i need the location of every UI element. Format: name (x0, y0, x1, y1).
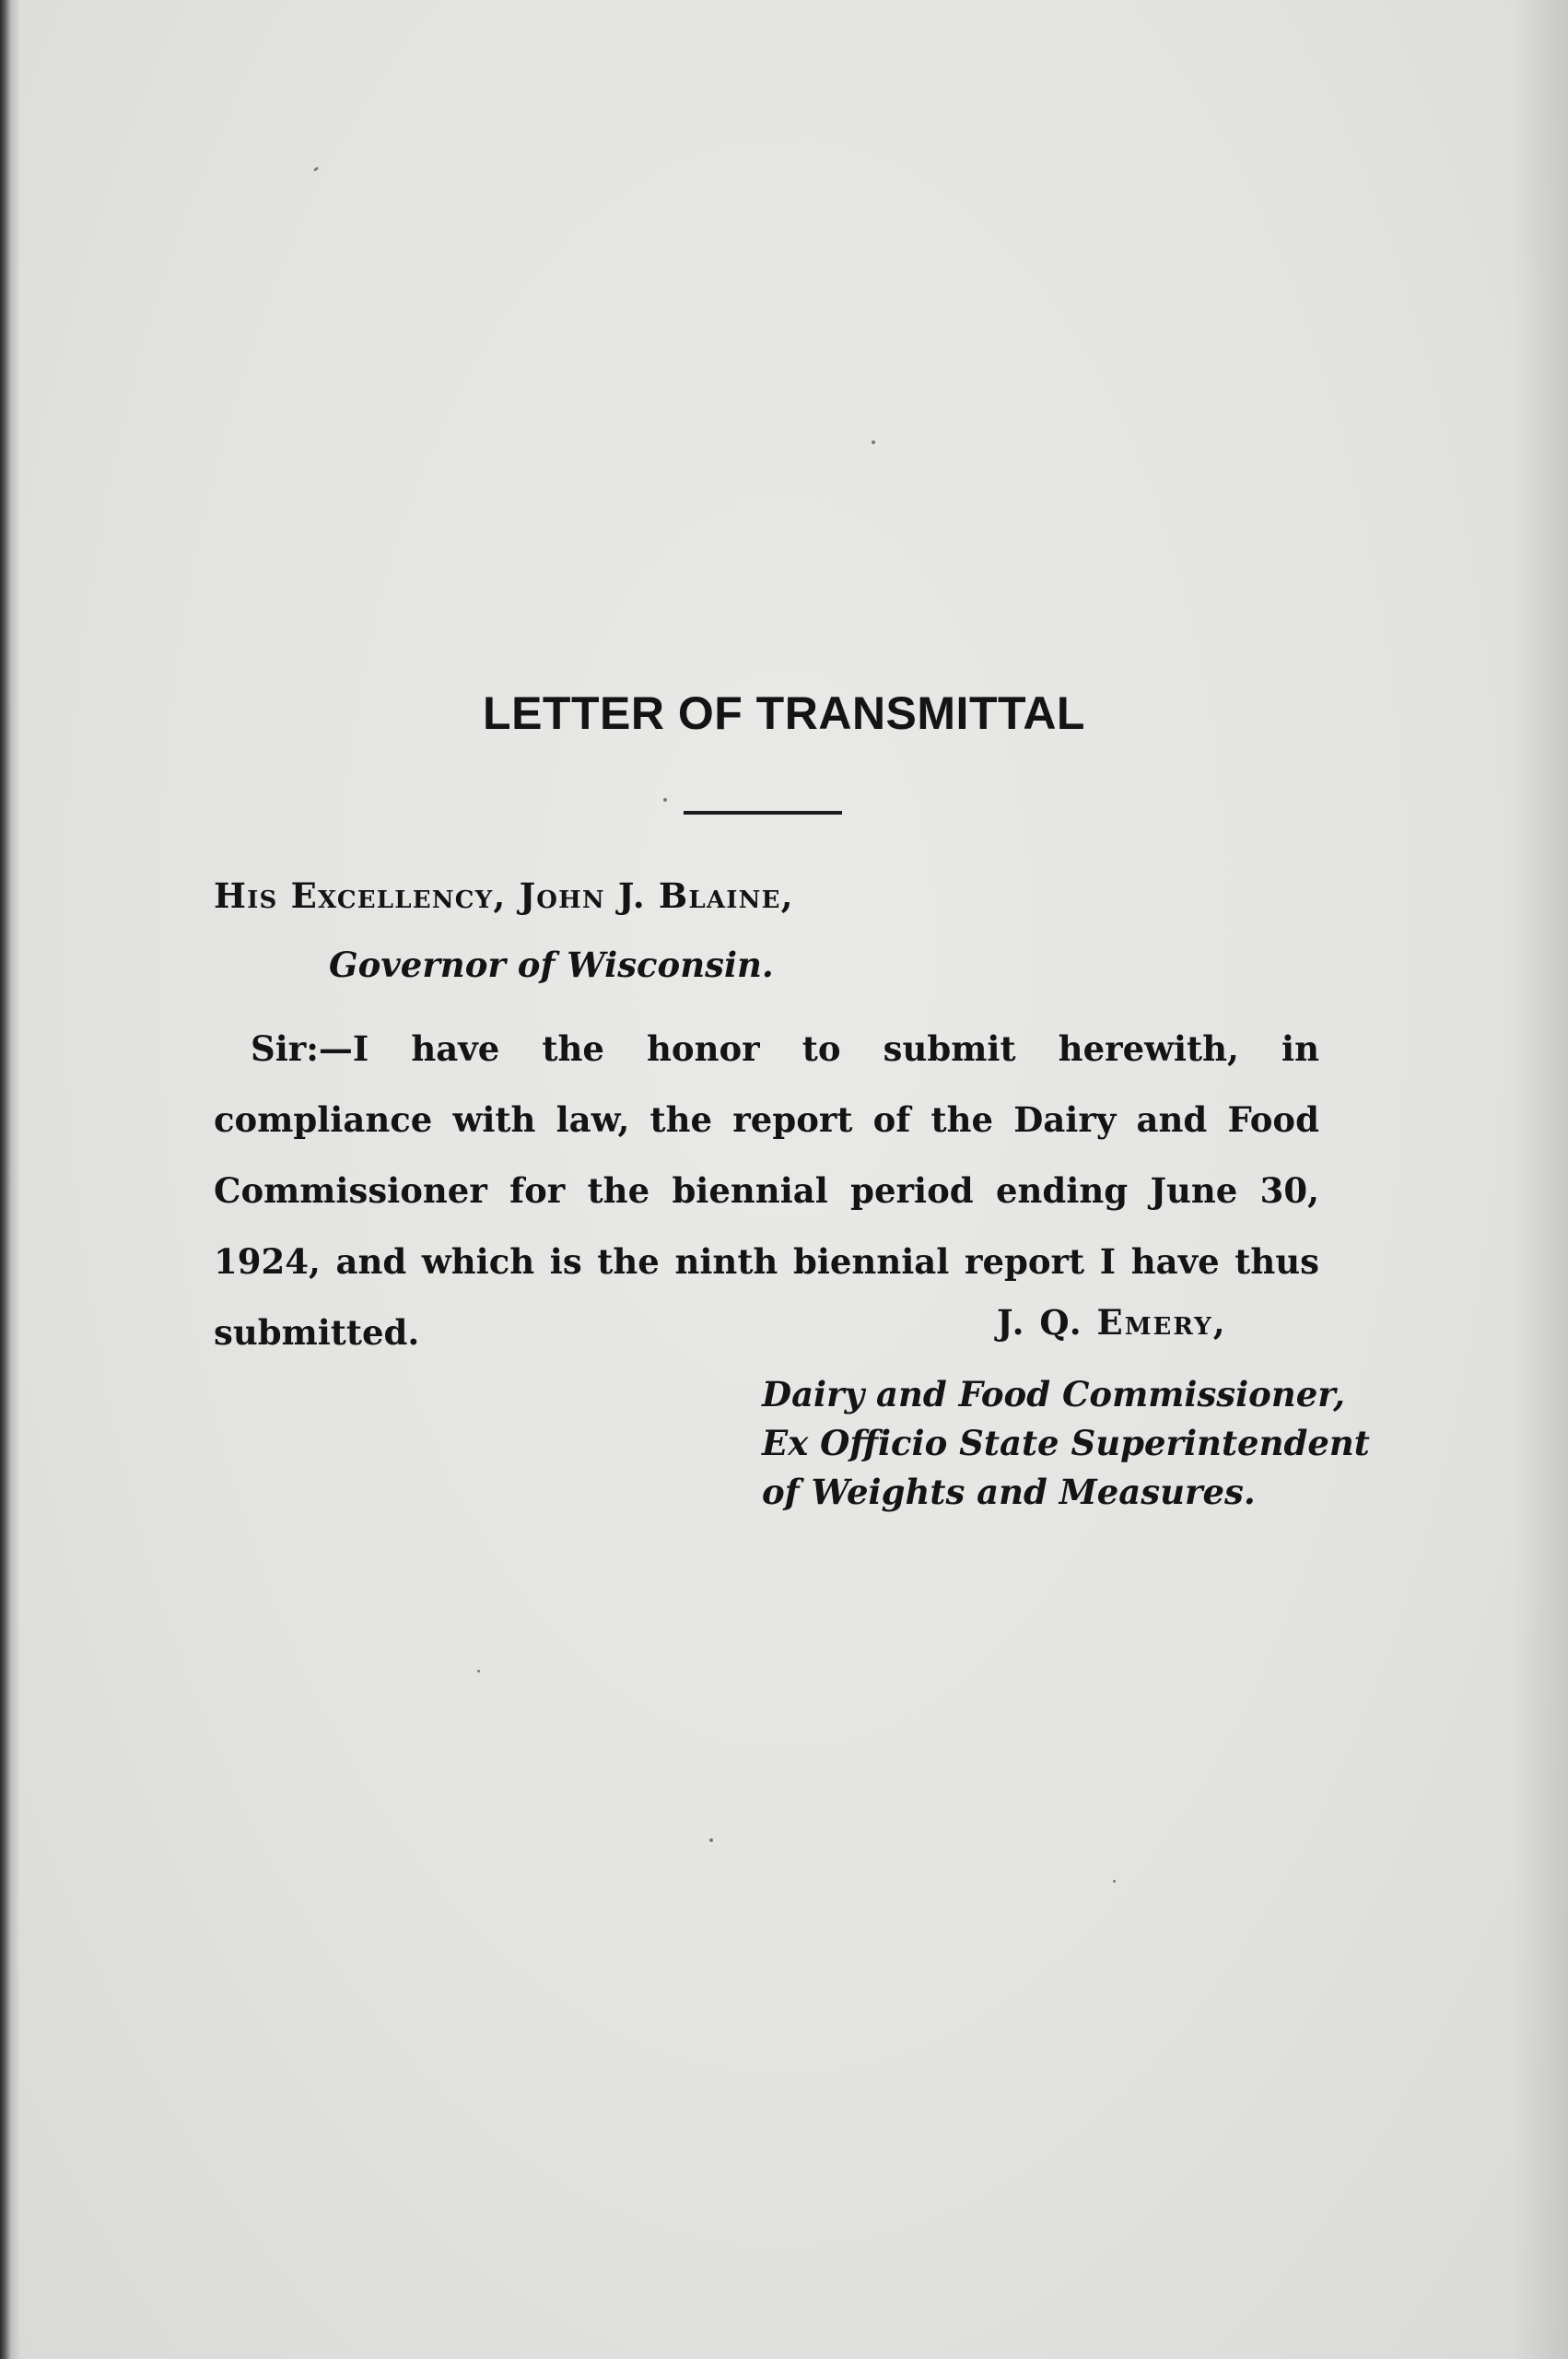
signature-titles (762, 1370, 1370, 1517)
letter-body: Sir:—I have the honor to submit herewith, in compliance with law, the report of the Dairy and Food Commissioner for the biennial period ending June 30, 1924, and which is the ninth biennial report I have thus submitted. (214, 1028, 1319, 1353)
paper-speck (1113, 1880, 1116, 1883)
addressee-office: Governor of Wisconsin. (329, 945, 774, 985)
title-divider (684, 811, 842, 815)
signature-title-line: of Weights and Measures. (762, 1472, 1256, 1512)
signature-name: J. Q. Emery, (997, 1302, 1227, 1343)
addressee-name: His Excellency, John J. Blaine, (214, 875, 794, 916)
paper-speck (663, 798, 667, 802)
page-edge-shadow (1513, 0, 1568, 2359)
page-title: LETTER OF TRANSMITTAL (483, 687, 1085, 739)
binding-edge (0, 0, 20, 2359)
paper-speck (477, 1670, 480, 1672)
paper-speck (313, 166, 320, 171)
signature-title-line: Ex Officio State Superintendent (762, 1423, 1370, 1463)
signature-title-line: Dairy and Food Commissioner, (762, 1374, 1345, 1414)
paper-speck (709, 1838, 713, 1842)
paper-speck (872, 440, 875, 444)
